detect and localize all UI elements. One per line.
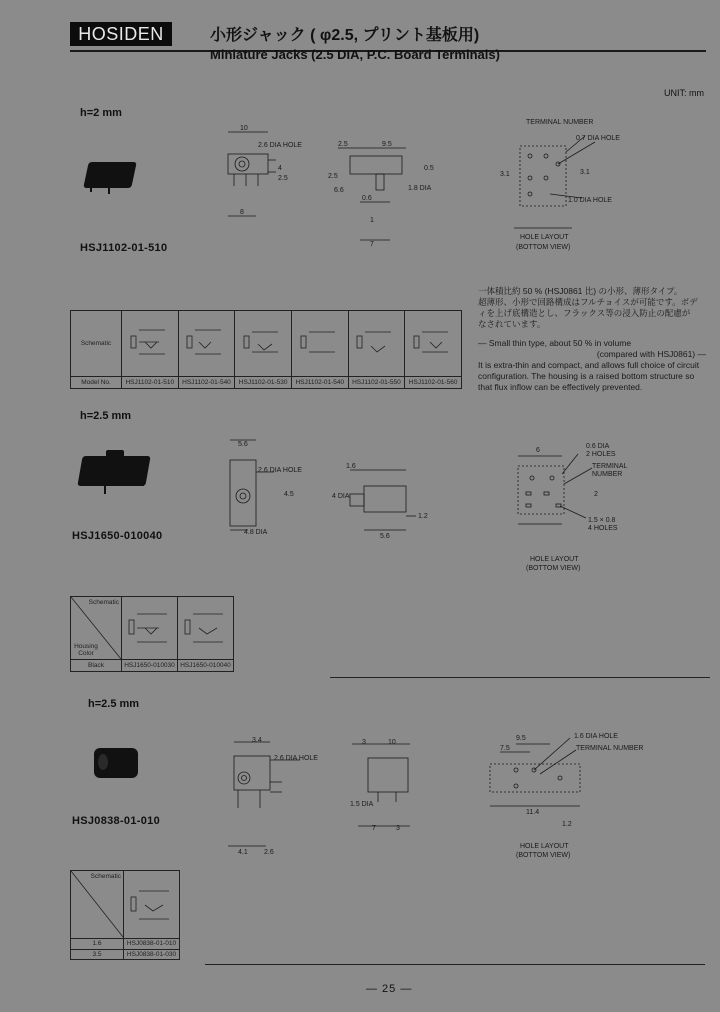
dim-3-1b: 3.1: [580, 169, 590, 176]
height-value: 1.6: [71, 939, 124, 949]
dim-2-5b: 2.5: [338, 141, 348, 148]
section1-jack-photo: [80, 158, 138, 192]
s2-dim-1-6: 1.6: [346, 463, 356, 470]
s2-dim-6: 6: [536, 447, 540, 454]
table-model: HSJ1102-01-540: [178, 377, 235, 389]
en-line: (compared with HSJ0861) —: [596, 349, 706, 359]
hole-10-label: 1.0 DIA HOLE: [568, 197, 612, 204]
diagonal-header-cell: [71, 871, 124, 939]
hosiden-logo: HOSIDEN: [70, 22, 172, 46]
section1-height-label: h=2 mm: [80, 107, 122, 119]
footer-rule: [205, 964, 705, 965]
en-line: configuration. The housing is a raised bottom structure so: [478, 371, 695, 381]
section2-side-view: [350, 470, 416, 530]
dim-1: 1: [370, 217, 374, 224]
schematic-cell: [124, 871, 180, 939]
dim-hole: 2.6 DIA HOLE: [258, 142, 302, 149]
section1-drawings: [210, 118, 670, 253]
dim-6-6: 6.6: [334, 187, 344, 194]
unit-label: UNIT: mm: [664, 88, 704, 98]
s2-dim-hole: 2.6 DIA HOLE: [258, 467, 302, 474]
section3-schematic-table: [70, 870, 180, 960]
japanese-description: [478, 286, 706, 330]
en-line: It is extra-thin and compact, and allows full choice of circuit: [478, 360, 700, 370]
s2-hole-0-6: 0.6 DIA: [586, 443, 610, 450]
dim-3-1: 3.1: [500, 171, 510, 178]
s2-view-caption: (BOTTOM VIEW): [526, 565, 581, 572]
section3-drawings: [220, 730, 644, 860]
table-model: HSJ0838-01-010: [124, 939, 180, 949]
s3-dim-hole: 2.6 DIA HOLE: [274, 755, 318, 762]
height-value: 3.5: [71, 949, 124, 959]
terminal-number-label: TERMINAL NUMBER: [526, 119, 594, 126]
section1-model-number: HSJ1102-01-510: [80, 242, 168, 254]
housing-color-header: Housing Color: [74, 642, 98, 657]
s3-hole-label: 1.6 DIA HOLE: [574, 733, 618, 740]
s2-hole-2holes: 2 HOLES: [586, 451, 616, 458]
section2-schematic-table: [70, 596, 234, 672]
schematic-cell: [291, 311, 348, 377]
section3-side-view: [352, 744, 410, 826]
dim-9-5: 9.5: [382, 141, 392, 148]
housing-color-value: Black: [71, 659, 122, 671]
section2-drawings: [200, 432, 628, 572]
en-line: — Small thin type, about 50 % in volume: [478, 338, 632, 348]
s3-dim-11-4: 11.4: [526, 809, 540, 816]
section2-model-number: HSJ1650-010040: [72, 530, 163, 542]
section3-model-number: HSJ0838-01-010: [72, 815, 160, 827]
en-line: that flux inflow can be effectively prevented.: [478, 382, 643, 392]
table-model: HSJ0838-01-030: [124, 949, 180, 959]
section2-hole-layout: [518, 454, 592, 524]
s3-dim-7-5: 7.5: [500, 745, 510, 752]
s2-dim-4-5: 4.5: [284, 491, 294, 498]
s3-layout-caption: HOLE LAYOUT: [520, 843, 569, 850]
s2-dim-1-2: 1.2: [418, 513, 428, 520]
schematic-cell: [122, 311, 179, 377]
jp-line: ィを上げ底構造とし、フラックス等の浸入防止の配慮が: [478, 308, 691, 318]
schematic-icon: [125, 318, 175, 368]
schematic-icon: [351, 318, 401, 368]
section3-jack-photo: [94, 746, 140, 782]
jp-line: なされています。: [478, 319, 546, 329]
s2-hole-1-5: 1.5 × 0.8: [588, 517, 616, 524]
schematic-icon: [295, 318, 345, 368]
table-model: HSJ1102-01-510: [122, 377, 179, 389]
dim-7: 7: [370, 241, 374, 248]
s3-dim-10: 10: [388, 739, 396, 746]
s3-view-caption: (BOTTOM VIEW): [516, 852, 571, 859]
section3-height-label: h=2.5 mm: [88, 698, 140, 710]
schematic-cell: [178, 311, 235, 377]
s3-dim-3-4: 3.4: [252, 737, 262, 744]
schematic-header: Schematic: [90, 873, 121, 880]
page-title-japanese: 小形ジャック ( φ2.5, プリント基板用): [210, 27, 480, 44]
s3-dim-7: 7: [372, 825, 376, 832]
dim-2-5c: 2.5: [328, 173, 338, 180]
jp-line: 超薄形、小形で回路構成はフルチョイスが可能です。ボデ: [478, 297, 698, 307]
s2-number: NUMBER: [592, 471, 623, 478]
model-no-header: Model No.: [71, 377, 122, 389]
s3-dim-3b: 3: [396, 825, 400, 832]
table-model: HSJ1102-01-560: [405, 377, 462, 389]
diagonal-header-cell: [71, 597, 122, 660]
schematic-icon: [123, 602, 177, 652]
dim-2-5: 2.5: [278, 175, 288, 182]
table-model: HSJ1102-01-540: [291, 377, 348, 389]
section1-side-view: [338, 148, 406, 240]
dim-1-8: 1.8 DIA: [408, 185, 432, 192]
schematic-header: Schematic: [71, 311, 122, 377]
s2-layout-caption: HOLE LAYOUT: [530, 556, 579, 563]
schematic-cell: [235, 311, 292, 377]
header-diagonal: [71, 871, 123, 937]
section2-height-label: h=2.5 mm: [80, 410, 132, 422]
s2-terminal: TERMINAL: [592, 463, 628, 470]
section2-jack-photo: [76, 448, 154, 496]
schematic-cell: [122, 597, 178, 660]
schematic-header: Schematic: [88, 599, 119, 606]
dim-0-5: 0.5: [424, 165, 434, 172]
s3-terminal-label: TERMINAL NUMBER: [576, 745, 644, 752]
table-model: HSJ1102-01-530: [235, 377, 292, 389]
schematic-cell: [178, 597, 234, 660]
table-model: HSJ1650-010040: [178, 659, 234, 671]
s2-dim-2: 2: [594, 491, 598, 498]
section2-front-view: [230, 440, 274, 530]
dim-8: 8: [240, 209, 244, 216]
s2-dim-4-dia: 4 DIA: [332, 493, 350, 500]
s3-dim-1-2: 1.2: [562, 821, 572, 828]
schematic-icon: [238, 318, 288, 368]
table-model: HSJ1102-01-550: [348, 377, 405, 389]
section1-schematic-table: [70, 310, 462, 389]
schematic-icon: [179, 602, 233, 652]
s2-dim-5-6: 5.6: [238, 441, 248, 448]
section1-hole-layout: [514, 136, 595, 228]
view-caption: (BOTTOM VIEW): [516, 244, 571, 251]
schematic-cell: [405, 311, 462, 377]
hole-07-label: 0.7 DIA HOLE: [576, 135, 620, 142]
s3-dim-9-5: 9.5: [516, 735, 526, 742]
jp-line: 一体積比約 50 % (HSJ0861 比) の小形、薄形タイプ。: [478, 286, 683, 296]
layout-caption: HOLE LAYOUT: [520, 234, 569, 241]
english-description: [478, 338, 706, 393]
s3-dim-1-5: 1.5 DIA: [350, 801, 374, 808]
dim-0-6: 0.6: [362, 195, 372, 202]
s3-dim-3: 3: [362, 739, 366, 746]
dim-10: 10: [240, 125, 248, 132]
schematic-cell: [348, 311, 405, 377]
table-model: HSJ1650-010030: [122, 659, 178, 671]
schematic-icon: [408, 318, 458, 368]
s2-dim-5-6b: 5.6: [380, 533, 390, 540]
s2-hole-4holes: 4 HOLES: [588, 525, 618, 532]
section-divider: [330, 677, 710, 678]
s3-dim-4-1: 4.1: [238, 849, 248, 856]
page-title-english: Miniature Jacks (2.5 DIA, P.C. Board Terminals): [210, 47, 500, 62]
dim-4: 4: [278, 165, 282, 172]
s2-dim-4-8: 4.8 DIA: [244, 529, 268, 536]
page-number: — 25 —: [366, 983, 413, 995]
schematic-icon: [125, 879, 179, 929]
s3-dim-2-6: 2.6: [264, 849, 274, 856]
schematic-icon: [181, 318, 231, 368]
